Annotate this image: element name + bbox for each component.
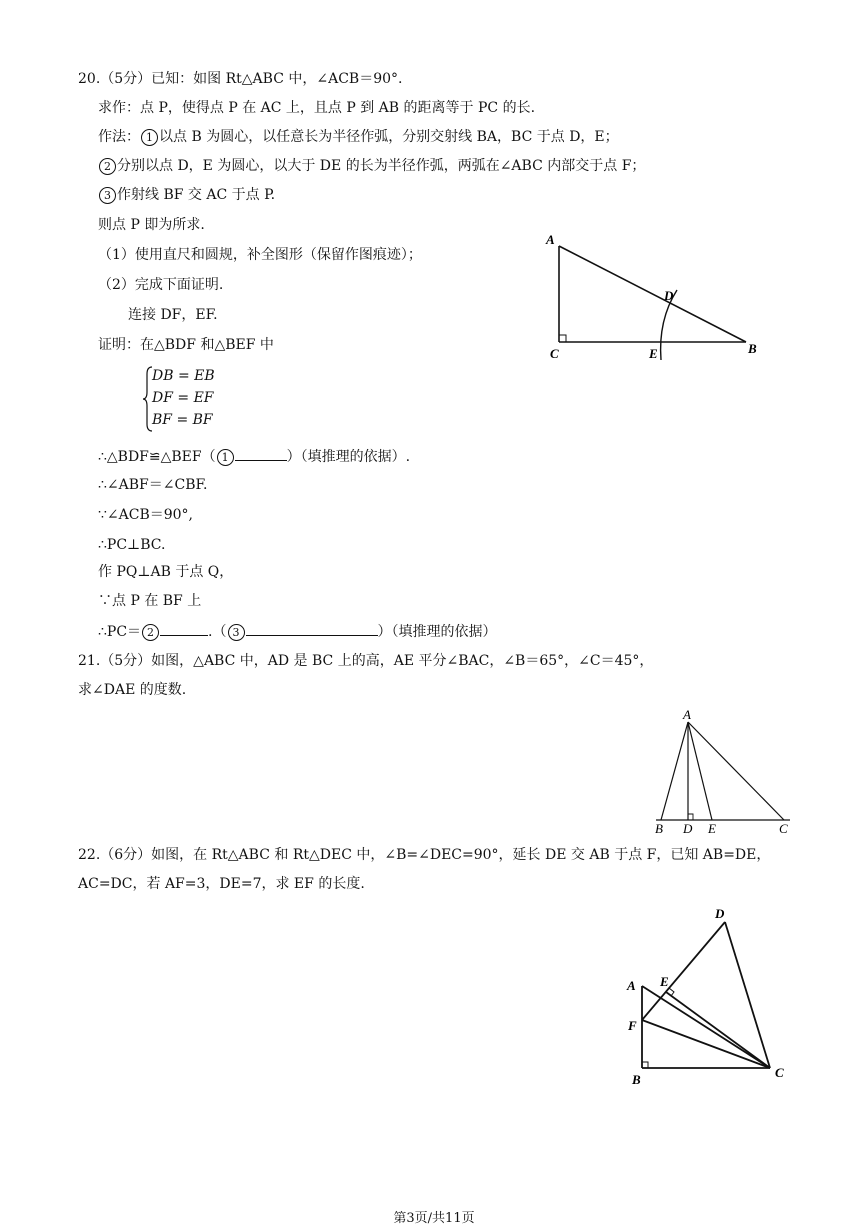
segment-ab (661, 722, 688, 820)
answer-blank-2[interactable] (160, 621, 208, 636)
label-e: E (649, 346, 658, 361)
q21-line-2: 求∠DAE 的度数. (78, 682, 187, 698)
label-d: D (715, 906, 725, 921)
q20-task: 求作：点 P，使得点 P 在 AC 上，且点 P 到 AB 的距离等于 PC 的长. (98, 100, 536, 116)
label-a: A (546, 232, 555, 247)
segment-dc (725, 922, 770, 1068)
segment-ac (688, 722, 784, 820)
q20-conclusion-5: 作 PQ⊥AB 于点 Q， (98, 564, 234, 580)
brace-line-1: DB = EB (152, 368, 215, 384)
q20-step3 (98, 186, 275, 204)
label-c: C (779, 821, 788, 836)
conclusion-7-text-a: ∴PC＝ (98, 624, 142, 640)
q20-conclusion-3: ∵∠ACB＝90°, (98, 507, 194, 523)
answer-blank-1[interactable] (235, 446, 287, 461)
q22-line-2: AC=DC，若 AF=3，DE=7，求 EF 的长度. (78, 876, 365, 892)
page-footer: 第3页/共11页 (393, 1211, 475, 1226)
right-angle-mark (688, 814, 693, 820)
circled-number-1: 1 (141, 129, 158, 146)
label-a: A (683, 707, 691, 722)
right-angle-mark (559, 335, 566, 342)
q20-part2: （2）完成下面证明. (98, 277, 224, 293)
q20-conclusion-2: ∴∠ABF＝∠CBF. (98, 477, 208, 493)
q20-step2 (98, 157, 645, 175)
label-d: D (683, 821, 693, 836)
q20-method-prefix: 作法： (98, 129, 140, 145)
circled-number-2: 2 (142, 624, 159, 641)
label-c: C (550, 346, 559, 361)
q20-conclusion-1 (98, 446, 410, 466)
label-b: B (748, 341, 757, 356)
conclusion-1-text-b: ）（填推理的依据）. (286, 449, 411, 465)
q20-connect: 连接 DF，EF. (128, 307, 218, 323)
label-a: A (627, 978, 636, 993)
label-d: D (664, 288, 674, 303)
label-b: B (632, 1072, 641, 1087)
brace-line-2: DF = EF (152, 390, 214, 406)
segment-ec (666, 992, 770, 1068)
conclusion-7-text-b: .（ (208, 624, 227, 640)
q20-step2-text: 分别以点 D，E 为圆心，以大于 DE 的长为半径作弧，两弧在∠ABC 内部交于点 F； (117, 158, 646, 174)
q20-result: 则点 P 即为所求. (98, 217, 205, 233)
label-f: F (628, 1018, 637, 1033)
circled-number-2: 2 (99, 158, 116, 175)
circled-number-1: 1 (217, 449, 234, 466)
q20-step1-text: 以点 B 为圆心，以任意长为半径作弧，分别交射线 BA，BC 于点 D，E； (159, 129, 619, 145)
label-b: B (655, 821, 663, 836)
segment-ab (559, 246, 746, 342)
conclusion-7-text-c: ）（填推理的依据） (377, 624, 497, 640)
q22-triangle-figure (620, 900, 800, 1090)
q20-conclusion-4: ∴PC⊥BC. (98, 537, 166, 553)
q22-line-1: 22.（6分）如图，在 Rt△ABC 和 Rt△DEC 中，∠B=∠DEC=90°，延长 DE 交 AB 于点 F，已知 AB=DE， (78, 847, 771, 863)
q20-step3-text: 作射线 BF 交 AC 于点 P. (117, 187, 276, 203)
right-angle-mark-b (642, 1062, 648, 1068)
q21-triangle-figure (650, 706, 800, 838)
label-c: C (775, 1065, 784, 1080)
conclusion-1-text-a: ∴△BDF≌△BEF（ (98, 449, 216, 465)
segment-ae (688, 722, 712, 820)
label-e: E (660, 974, 669, 989)
circled-number-3: 3 (99, 187, 116, 204)
circled-number-3: 3 (228, 624, 245, 641)
label-e: E (708, 821, 716, 836)
q20-part1: （1）使用直尺和圆规，补全图形（保留作图痕迹）； (98, 247, 422, 263)
q20-conclusion-6: ∵点 P 在 BF 上 (98, 593, 202, 609)
q20-heading: 20.（5分）已知：如图 Rt△ABC 中，∠ACB＝90°. (78, 71, 403, 87)
q20-triangle-figure (540, 228, 770, 363)
answer-blank-3[interactable] (246, 621, 378, 636)
q20-brace-system (142, 366, 262, 432)
q20-proof-heading: 证明：在△BDF 和△BEF 中 (98, 337, 274, 353)
q20-step1 (98, 128, 619, 146)
brace-line-3: BF = BF (152, 412, 213, 428)
q21-line-1: 21.（5分）如图，△ABC 中，AD 是 BC 上的高，AE 平分∠BAC，∠B＝65°，∠C＝45°， (78, 653, 654, 669)
q20-conclusion-7 (98, 621, 497, 641)
